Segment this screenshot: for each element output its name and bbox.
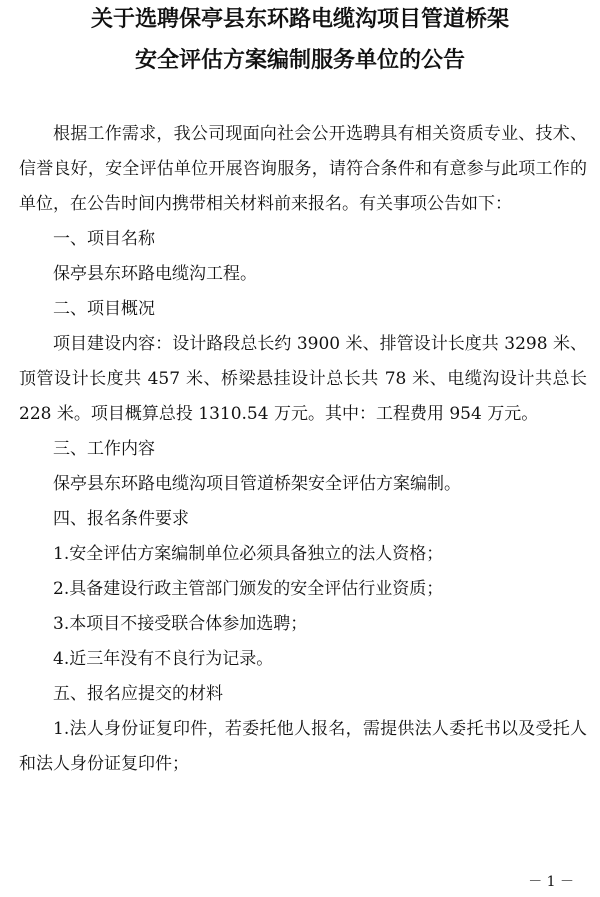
section-paragraph: 保亭县东环路电缆沟项目管道桥架安全评估方案编制。 <box>53 474 461 494</box>
requirement-item: 4.近三年没有不良行为记录。 <box>53 649 274 669</box>
section-heading-project-name: 一、项目名称 <box>53 229 155 249</box>
section-heading-project-overview: 二、项目概况 <box>53 299 155 319</box>
requirement-item: 2.具备建设行政主管部门颁发的安全评估行业资质； <box>53 579 444 599</box>
page-number: － 1 － <box>528 874 574 890</box>
document-title-line-1: 关于选聘保亭县东环路电缆沟项目管道桥架 <box>90 7 509 32</box>
requirement-item: 1.安全评估方案编制单位必须具备独立的法人资格； <box>53 544 444 564</box>
intro-paragraph: 根据工作需求，我公司现面向社会公开选聘具有相关资质专业、技术、信誉良好，安全评估单位开展咨询服务，请符合条件和有意参与此项工作的单位，在公告时间内携带相关材料前来报名。有关事项公告如下： <box>19 124 587 214</box>
requirement-item: 3.本项目不接受联合体参加选聘； <box>53 614 308 634</box>
section-paragraph: 保亭县东环路电缆沟工程。 <box>53 264 257 284</box>
section-paragraph: 项目建设内容：设计路段总长约 3900 米、排管设计长度共 3298 米、顶管设计长度共 457 米、桥梁悬挂设计总长共 78 米、电缆沟设计共总长 228 米。项目概算总投 1310.54 万元。其中：工程费用 954 万元。 <box>19 334 587 424</box>
document-body <box>19 117 587 782</box>
materials-item: 1.法人身份证复印件，若委托他人报名，需提供法人委托书以及受托人和法人身份证复印件； <box>19 719 587 774</box>
document-title-line-2: 安全评估方案编制服务单位的公告 <box>134 48 465 73</box>
section-heading-work-content: 三、工作内容 <box>53 439 155 459</box>
section-heading-requirements: 四、报名条件要求 <box>53 509 189 529</box>
section-heading-materials: 五、报名应提交的材料 <box>53 684 223 704</box>
